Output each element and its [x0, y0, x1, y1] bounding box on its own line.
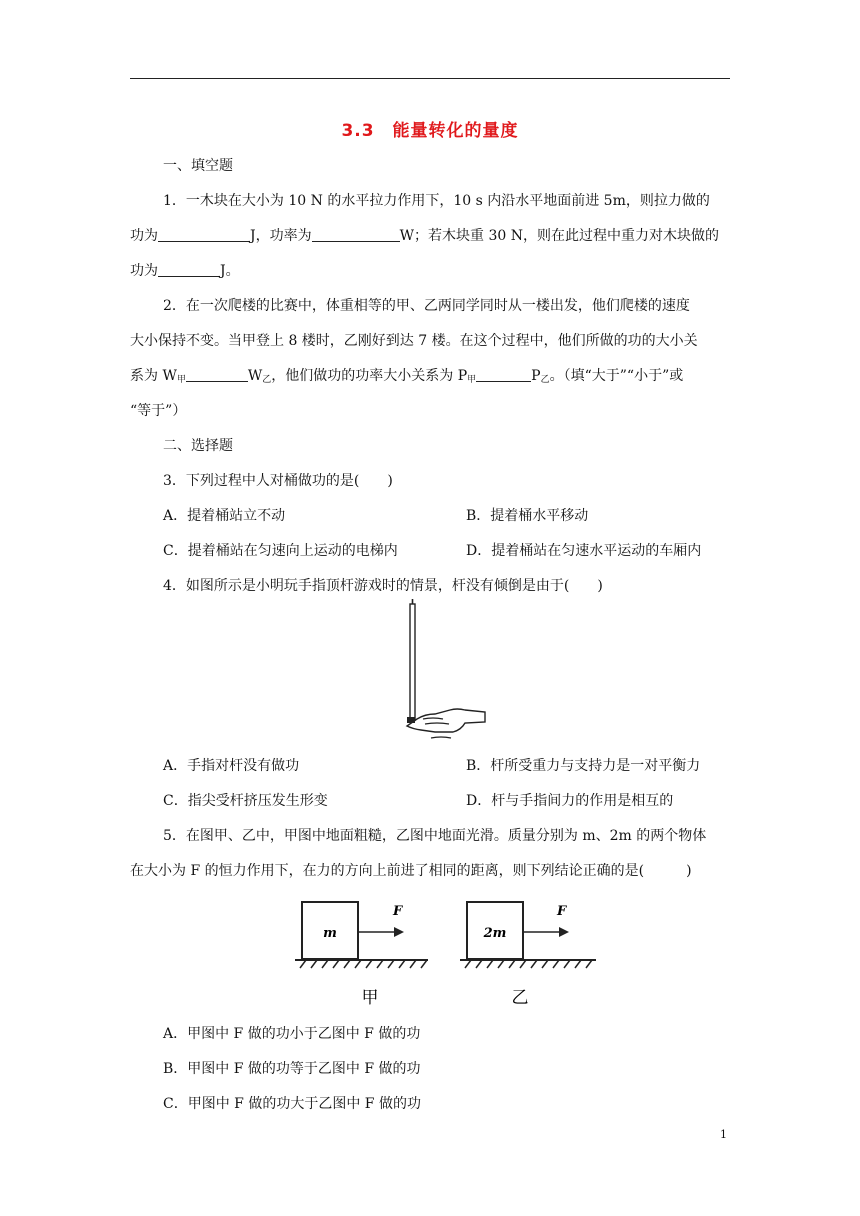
mass-label-m: m — [323, 926, 337, 941]
q2-blank-power — [476, 367, 531, 382]
diagram-yi — [460, 902, 596, 1008]
q5-option-b: B．甲图中 F 做的功等于乙图中 F 做的功 — [163, 1061, 421, 1077]
q2-line-3: 系为 $W_甲$ $W_乙$，他们做功的功率大小关系为 $P_甲$ $P_乙$。（填“大于”“小于”或 — [130, 368, 684, 385]
q3-option-d: D．提着桶站在匀速水平运动的车厢内 — [466, 543, 702, 559]
q1-blank-power — [312, 227, 400, 242]
q1-line-1: 1．一木块在大小为 10 N 的水平拉力作用下，10 s 内沿水平地面前进 5m，则拉力做的 — [163, 193, 710, 209]
q4-option-b: B．杆所受重力与支持力是一对平衡力 — [466, 758, 701, 774]
q1-line-3: 功为 J。 — [130, 263, 240, 279]
force-label-right: F — [557, 904, 567, 919]
q4-stem: 4．如图所示是小明玩手指顶杆游戏时的情景，杆没有倾倒是由于( ) — [163, 578, 603, 594]
page-number: 1 — [720, 1128, 727, 1141]
q4-option-a: A．手指对杆没有做功 — [163, 758, 300, 774]
q2-blank-work — [186, 367, 248, 382]
q2-line-4: “等于”） — [130, 403, 187, 419]
q4-option-d: D．杆与手指间力的作用是相互的 — [466, 793, 674, 809]
page-title: 3.3 能量转化的量度 — [341, 121, 519, 141]
section-choice-heading: 二、选择题 — [163, 438, 233, 454]
q1-line-2: 功为 J，功率为 W；若木块重 30 N，则在此过程中重力对木块做的 — [130, 228, 719, 244]
section-fill-in-heading: 一、填空题 — [163, 158, 233, 174]
q1-blank-work — [158, 227, 250, 242]
force-diagram — [290, 895, 610, 1015]
mass-label-2m: 2m — [483, 926, 507, 941]
q2-line-1: 2．在一次爬楼的比赛中，体重相等的甲、乙两同学同时从一楼出发，他们爬楼的速度 — [163, 298, 690, 314]
q1-blank-gravity-work — [158, 262, 220, 277]
caption-yi: 乙 — [511, 988, 529, 1008]
caption-jia: 甲 — [361, 988, 379, 1008]
q5-option-a: A．甲图中 F 做的功小于乙图中 F 做的功 — [163, 1026, 421, 1042]
q3-option-b: B．提着桶水平移动 — [466, 508, 589, 524]
header-rule — [130, 78, 730, 79]
q5-line-1: 5．在图甲、乙中，甲图中地面粗糙，乙图中地面光滑。质量分别为 m、2m 的两个物体 — [163, 828, 707, 844]
q3-stem: 3．下列过程中人对桶做功的是( ) — [163, 473, 393, 489]
diagram-jia — [295, 902, 428, 1008]
q5-line-2: 在大小为 F 的恒力作用下，在力的方向上前进了相同的距离，则下列结论正确的是( ) — [130, 863, 692, 879]
q3-option-c: C．提着桶站在匀速向上运动的电梯内 — [163, 543, 398, 559]
force-label-left: F — [393, 904, 403, 919]
q3-option-a: A．提着桶站立不动 — [163, 508, 286, 524]
q5-option-c: C．甲图中 F 做的功大于乙图中 F 做的功 — [163, 1096, 421, 1112]
q2-line-2: 大小保持不变。当甲登上 8 楼时，乙刚好到达 7 楼。在这个过程中，他们所做的功的大小关 — [130, 333, 698, 349]
q4-option-c: C．指尖受杆挤压发生形变 — [163, 793, 328, 809]
finger-pole-figure — [395, 598, 490, 744]
